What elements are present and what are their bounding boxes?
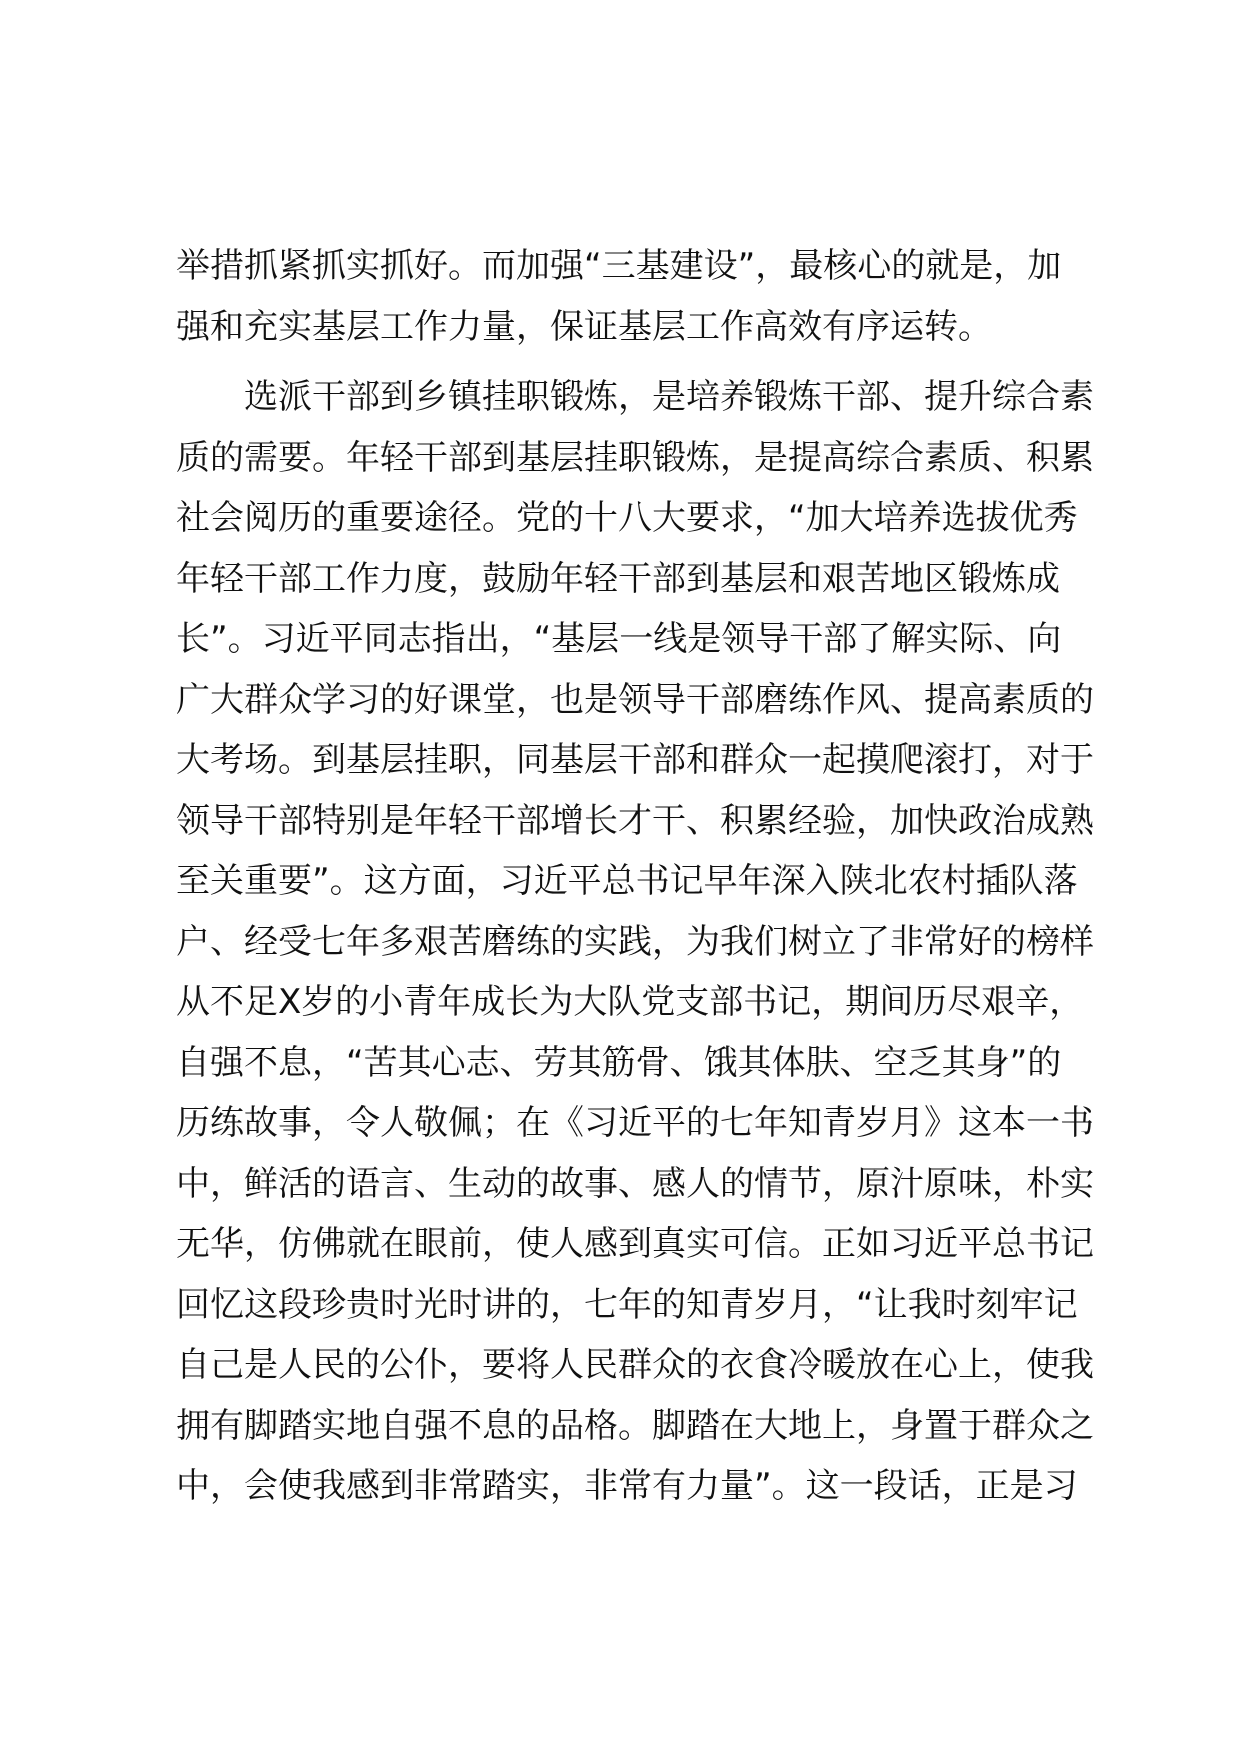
text-line: 至关重要”。这方面，习近平总书记早年深入陕北农村插队落 bbox=[176, 861, 1078, 901]
text-line: 从不足X岁的小青年成长为大队党支部书记，期间历尽艰辛， bbox=[176, 982, 1084, 1022]
body-text bbox=[176, 236, 1096, 1517]
text-line: 广大群众学习的好课堂，也是领导干部磨练作风、提高素质的 bbox=[176, 679, 1094, 720]
text-line: 中，会使我感到非常踏实，非常有力量”。这一段话，正是习 bbox=[176, 1466, 1078, 1506]
text-line: 强和充实基层工作力量，保证基层工作高效有序运转。 bbox=[176, 306, 992, 347]
text-line: 无华，仿佛就在眼前，使人感到真实可信。正如习近平总书记 bbox=[176, 1224, 1094, 1264]
text-line: 自己是人民的公仆，要将人民群众的衣食冷暖放在心上，使我 bbox=[176, 1345, 1094, 1385]
paragraph-2 bbox=[176, 367, 1096, 1517]
text-line: 户、经受七年多艰苦磨练的实践，为我们树立了非常好的榜样 bbox=[176, 921, 1094, 962]
text-line: 拥有脚踏实地自强不息的品格。脚踏在大地上，身置于群众之 bbox=[176, 1405, 1094, 1446]
text-line: 领导干部特别是年轻干部增长才干、积累经验，加快政治成熟 bbox=[176, 800, 1094, 841]
text-line: 选派干部到乡镇挂职锻炼，是培养锻炼干部、提升综合素 bbox=[244, 377, 1094, 417]
text-line: 社会阅历的重要途径。党的十八大要求，“加大培养选拔优秀 bbox=[176, 498, 1078, 538]
text-line: 举措抓紧抓实抓好。而加强“三基建设”，最核心的就是，加 bbox=[176, 246, 1062, 286]
paragraph-1 bbox=[176, 236, 1096, 357]
text-line: 自强不息，“苦其心志、劳其筋骨、饿其体肤、空乏其身”的 bbox=[176, 1042, 1062, 1083]
text-line: 历练故事，令人敬佩；在《习近平的七年知青岁月》这本一书 bbox=[176, 1103, 1094, 1143]
paragraph-gap bbox=[176, 357, 1096, 367]
text-line: 回忆这段珍贵时光时讲的，七年的知青岁月，“让我时刻牢记 bbox=[176, 1284, 1078, 1325]
text-line: 长”。习近平同志指出，“基层一线是领导干部了解实际、向 bbox=[176, 619, 1062, 659]
text-line: 质的需要。年轻干部到基层挂职锻炼，是提高综合素质、积累 bbox=[176, 437, 1094, 478]
text-line: 中，鲜活的语言、生动的故事、感人的情节，原汁原味，朴实 bbox=[176, 1163, 1094, 1204]
text-line: 年轻干部工作力度，鼓励年轻干部到基层和艰苦地区锻炼成 bbox=[176, 558, 1060, 599]
text-line: 大考场。到基层挂职，同基层干部和群众一起摸爬滚打，对于 bbox=[176, 740, 1094, 780]
